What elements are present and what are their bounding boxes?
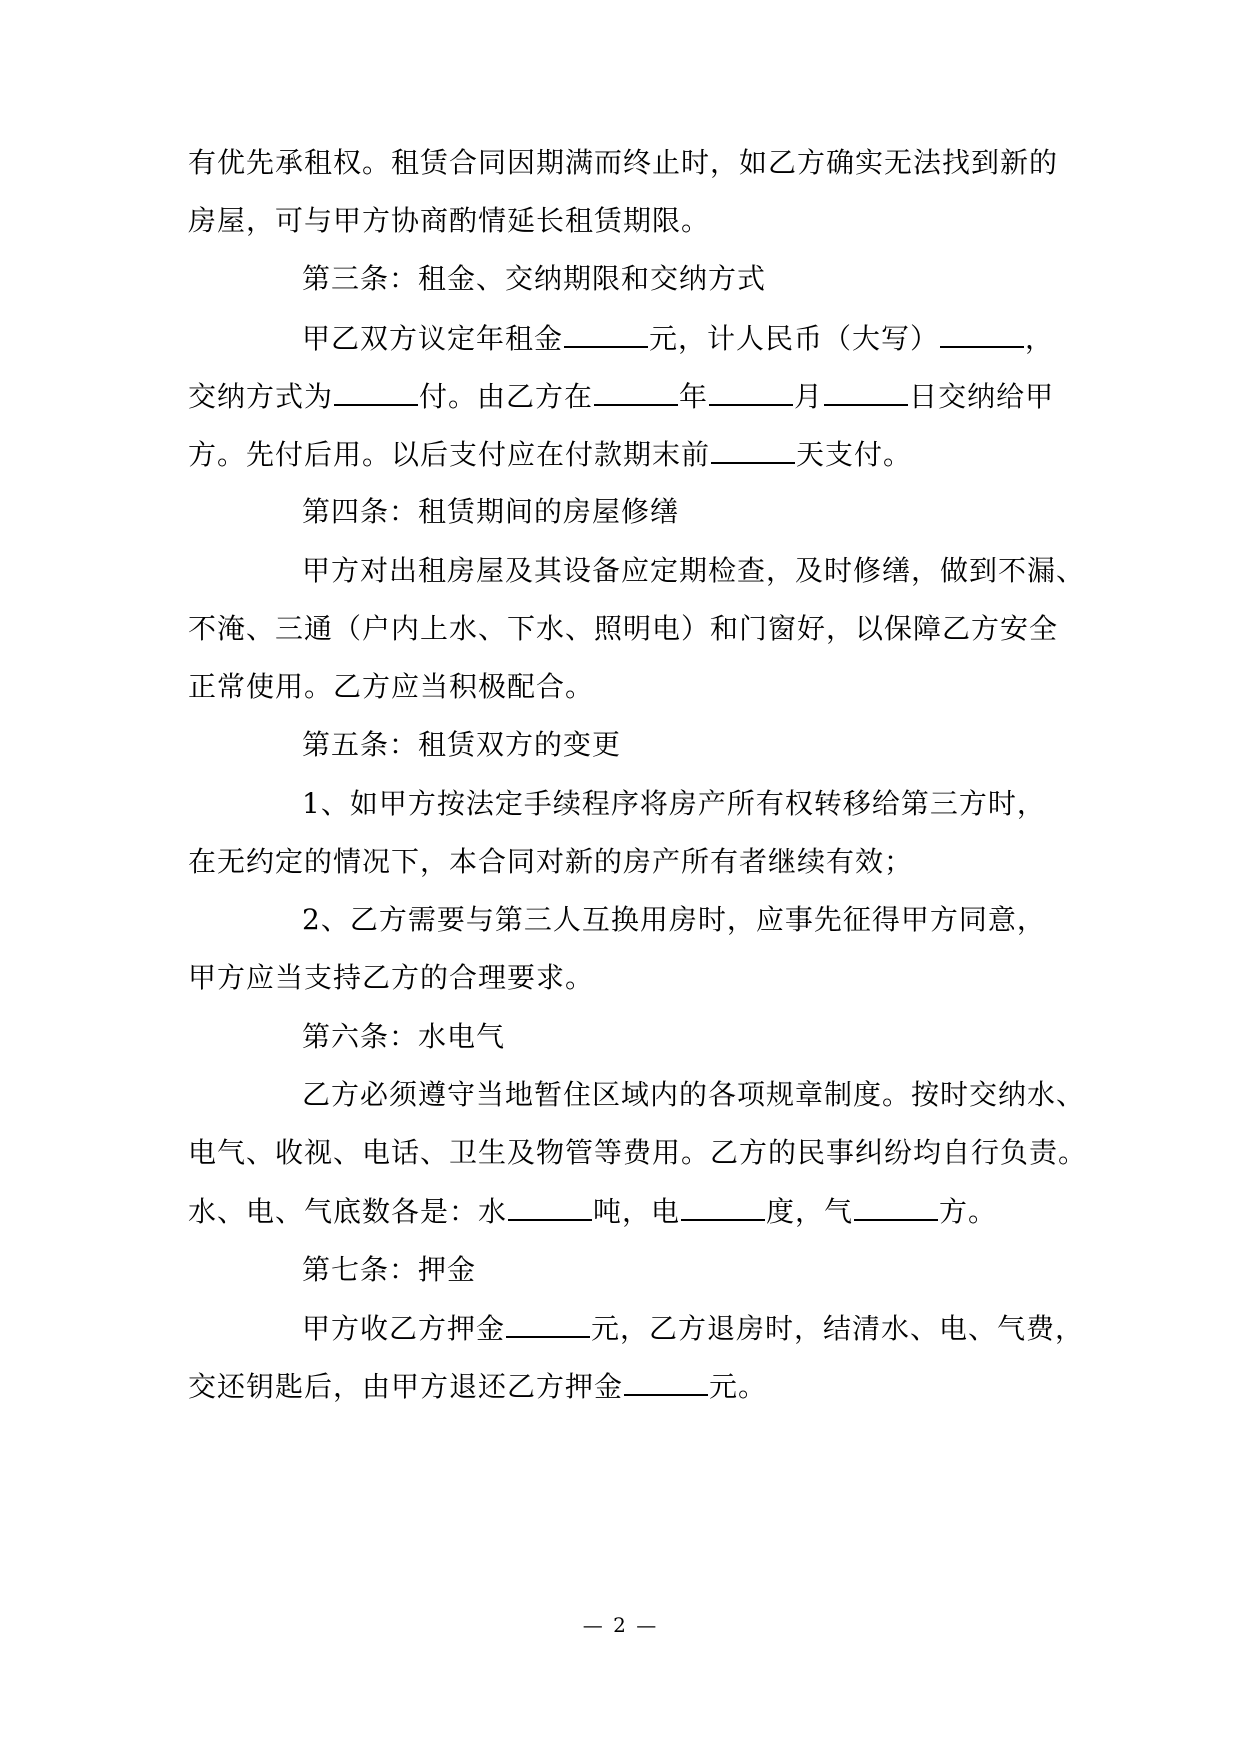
article-heading-3 xyxy=(302,259,766,299)
paragraph-line xyxy=(188,842,913,882)
text: 有优先承租权。租赁合同因期满而终止时，如乙方确实无法找到新的 xyxy=(188,146,1059,179)
text: ， xyxy=(1025,322,1055,355)
paragraph-line xyxy=(188,667,594,707)
text: 元。 xyxy=(709,1370,768,1403)
fill-in-blank xyxy=(506,1308,590,1338)
fill-in-blank xyxy=(824,376,908,406)
text: 天支付。 xyxy=(796,438,913,471)
text: 2、乙方需要与第三人互换用房时，应事先征得甲方同意， xyxy=(302,903,1046,936)
page-number: — 2 — xyxy=(582,1613,659,1637)
text: 甲方应当支持乙方的合理要求。 xyxy=(188,961,595,994)
paragraph-line xyxy=(188,376,1054,416)
heading-text: 第三条：租金、交纳期限和交纳方式 xyxy=(302,262,767,295)
paragraph-line xyxy=(188,143,1058,183)
text: 度，气 xyxy=(766,1195,854,1228)
fill-in-blank xyxy=(681,1191,765,1221)
paragraph-line xyxy=(188,1133,1087,1173)
fill-in-blank xyxy=(854,1191,938,1221)
heading-text: 第四条：租赁期间的房屋修缮 xyxy=(302,495,680,528)
fill-in-blank xyxy=(334,376,418,406)
fill-in-blank xyxy=(508,1191,592,1221)
heading-text: 第七条：押金 xyxy=(302,1253,477,1286)
text: 电气、收视、电话、卫生及物管等费用。乙方的民事纠纷均自行负责。 xyxy=(188,1136,1088,1169)
text: 元，乙方退房时，结清水、电、气费， xyxy=(591,1312,1085,1345)
fill-in-blank xyxy=(564,318,648,348)
paragraph-line xyxy=(188,958,594,998)
paragraph-line xyxy=(188,609,1058,649)
fill-in-blank xyxy=(624,1366,708,1396)
text: 不淹、三通（户内上水、下水、照明电）和门窗好，以保障乙方安全 xyxy=(188,612,1059,645)
paragraph-line xyxy=(302,551,1085,591)
paragraph-line xyxy=(302,318,1054,358)
text: 吨，电 xyxy=(593,1195,681,1228)
text: 元，计人民币（大写） xyxy=(649,322,940,355)
text: 交还钥匙后，由甲方退还乙方押金 xyxy=(188,1370,624,1403)
text: 方。 xyxy=(939,1195,998,1228)
text: 甲乙双方议定年租金 xyxy=(302,322,564,355)
fill-in-blank xyxy=(711,434,795,464)
paragraph-line xyxy=(188,434,912,474)
text: 乙方必须遵守当地暂住区域内的各项规章制度。按时交纳水、 xyxy=(302,1078,1086,1111)
text: 交纳方式为 xyxy=(188,380,334,413)
article-heading-6 xyxy=(302,1017,505,1057)
paragraph-line xyxy=(302,784,1046,824)
text: 甲方收乙方押金 xyxy=(302,1312,506,1345)
paragraph-line xyxy=(188,1191,997,1231)
article-heading-7 xyxy=(302,1250,476,1290)
paragraph-line xyxy=(302,900,1046,940)
fill-in-blank xyxy=(594,376,678,406)
text: 付。由乙方在 xyxy=(419,380,594,413)
fill-in-blank xyxy=(940,318,1024,348)
text: 年 xyxy=(679,380,709,413)
text: 日交纳给甲 xyxy=(909,380,1055,413)
text: 房屋，可与甲方协商酌情延长租赁期限。 xyxy=(188,204,711,237)
article-heading-4 xyxy=(302,492,679,532)
paragraph-line xyxy=(188,201,710,241)
paragraph-line xyxy=(188,1366,767,1406)
heading-text: 第五条：租赁双方的变更 xyxy=(302,728,622,761)
paragraph-line xyxy=(302,1308,1084,1348)
text: 1、如甲方按法定手续程序将房产所有权转移给第三方时， xyxy=(302,787,1046,820)
paragraph-line xyxy=(302,1075,1085,1115)
text: 方。先付后用。以后支付应在付款期末前 xyxy=(188,438,711,471)
text: 水、电、气底数各是：水 xyxy=(188,1195,508,1228)
text: 月 xyxy=(794,380,824,413)
text: 正常使用。乙方应当积极配合。 xyxy=(188,670,595,703)
text: 甲方对出租房屋及其设备应定期检查，及时修缮，做到不漏、 xyxy=(302,554,1086,587)
heading-text: 第六条：水电气 xyxy=(302,1020,506,1053)
text: 在无约定的情况下，本合同对新的房产所有者继续有效； xyxy=(188,845,914,878)
fill-in-blank xyxy=(709,376,793,406)
article-heading-5 xyxy=(302,725,621,765)
